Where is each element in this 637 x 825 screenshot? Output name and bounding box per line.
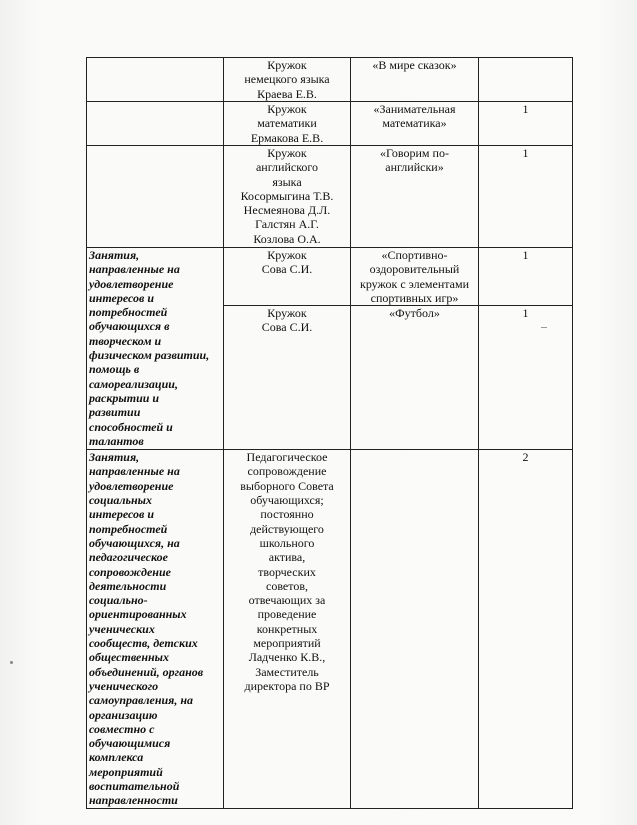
hours-cell: 1 [479,102,573,146]
hours-cell: 1 [479,146,573,248]
activity-cell: Кружок математики Ермакова Е.В. [224,102,351,146]
direction-cell: Занятия, направленные на удовлетворение интересов и потребностей обучающихся в творческом и физическом развитии, помощь в самореализации, раскрытии и развитии способностей и талантов [87,248,224,450]
table-row [87,450,573,809]
activity-cell: Кружок английского языка Косормыгина Т.В. Несмеянова Д.Л. Галстян А.Г. Козлова О.А. [224,146,351,248]
direction-cell [87,146,224,248]
direction-cell: Занятия, направленные на удовлетворение социальных интересов и потребностей обучающихся, на педагогическое сопровождение деятельности социально- ориентированных ученических сообществ, детских общественных объединений, органов ученического самоуправления, на организацию совместно с обучающимися комплекса мероприятий воспитательной направленности [87,450,224,809]
table-row [87,58,573,102]
scan-speck [541,327,547,328]
activity-cell: Педагогическое сопровождение выборного Совета обучающихся; постоянно действующего школьного актива, творческих советов, отвечающих за проведение конкретных мероприятий Ладченко К.В., Заместитель директора по ВР [224,450,351,809]
hours-cell: 1 [479,306,573,450]
table-row [87,102,573,146]
hours-cell: 2 [479,450,573,809]
scan-speck [10,661,13,664]
activity-cell: Кружок Сова С.И. [224,248,351,306]
program-name-cell: «Говорим по- английски» [351,146,479,248]
table-row [87,248,573,306]
program-name-cell: «Футбол» [351,306,479,450]
program-name-cell: «В мире сказок» [351,58,479,102]
activity-cell: Кружок немецкого языка Краева Е.В. [224,58,351,102]
hours-cell: 1 [479,248,573,306]
program-name-cell: «Занимательная математика» [351,102,479,146]
program-name-cell [351,450,479,809]
program-name-cell: «Спортивно- оздоровительный кружок с элементами спортивных игр» [351,248,479,306]
extracurricular-activities-table [86,57,573,809]
activity-cell: Кружок Сова С.И. [224,306,351,450]
direction-cell [87,58,224,102]
table-row [87,146,573,248]
hours-cell [479,58,573,102]
direction-cell [87,102,224,146]
